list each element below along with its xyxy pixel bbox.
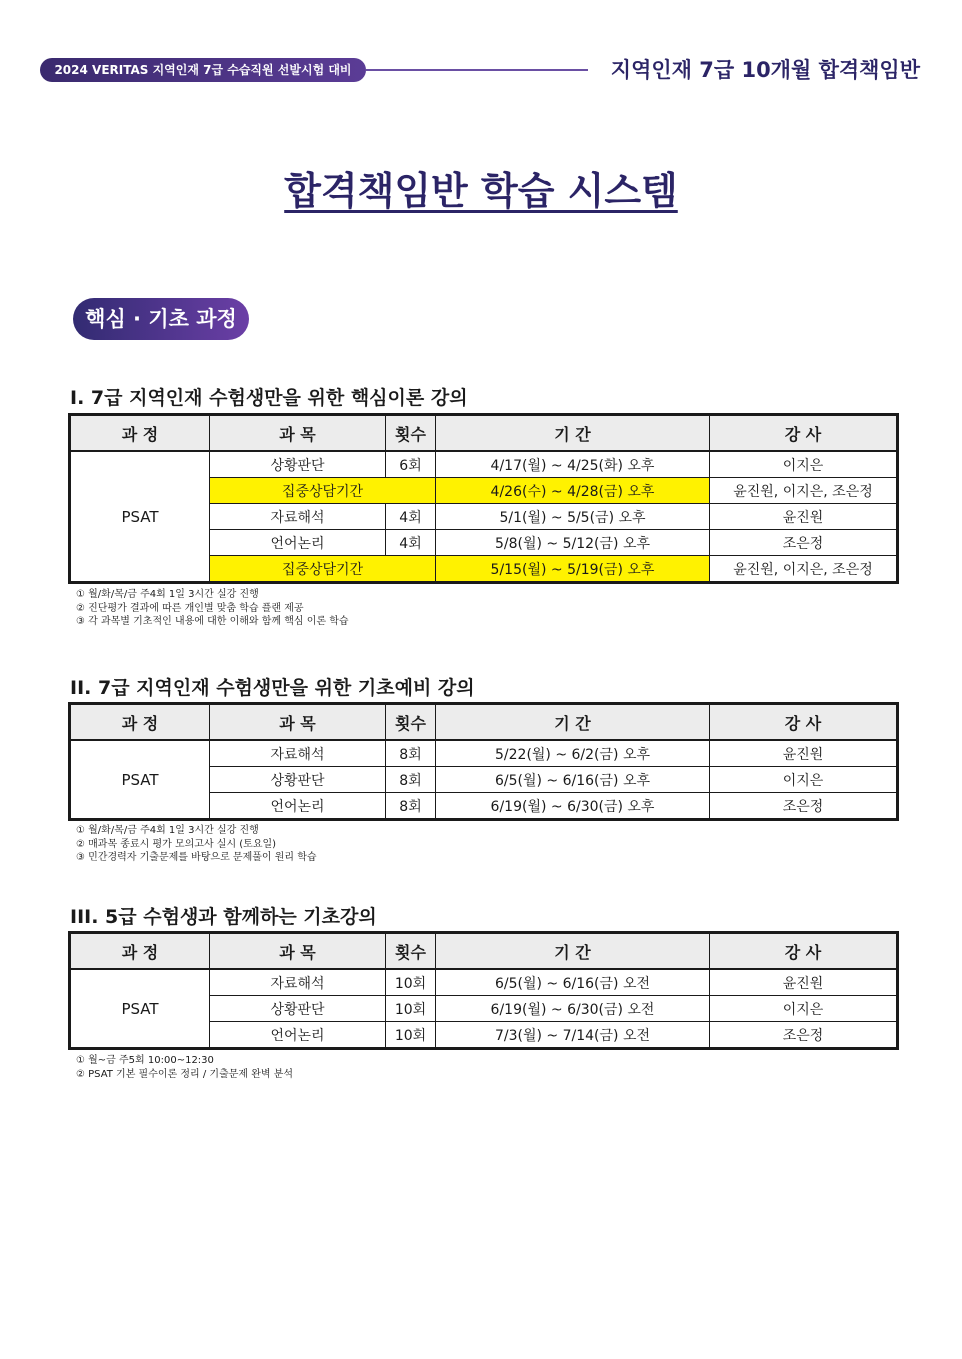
period-cell: 5/1(월) ~ 5/5(금) 오후 <box>436 504 710 530</box>
subject-cell: 언어논리 <box>210 1022 386 1049</box>
count-cell: 4회 <box>386 504 436 530</box>
period-cell: 5/15(월) ~ 5/19(금) 오후 <box>436 556 710 583</box>
note: ② 진단평가 결과에 따른 개인별 맞춤 학습 플랜 제공 <box>76 602 304 614</box>
subject-cell: 상황판단 <box>210 996 386 1022</box>
period-cell: 6/19(월) ~ 6/30(금) 오전 <box>436 996 710 1022</box>
table-row <box>70 969 898 996</box>
note: ① 월/화/목/금 주4회 1일 3시간 실강 진행 <box>76 589 259 600</box>
instructor-cell: 조은정 <box>710 1022 898 1049</box>
period-cell: 5/22(월) ~ 6/2(금) 오후 <box>436 740 710 767</box>
period-cell: 6/19(월) ~ 6/30(금) 오후 <box>436 793 710 820</box>
count-cell: 8회 <box>386 793 436 820</box>
count-cell: 6회 <box>386 451 436 478</box>
count-cell: 8회 <box>386 767 436 793</box>
note: ① 월~금 주5회 10:00~12:30 <box>76 1055 214 1066</box>
col-instructor: 강 사 <box>710 415 898 452</box>
period-cell: 7/3(월) ~ 7/14(금) 오전 <box>436 1022 710 1049</box>
period-cell: 5/8(월) ~ 5/12(금) 오후 <box>436 530 710 556</box>
section-1-table <box>68 413 899 584</box>
subject-cell: 자료해석 <box>210 740 386 767</box>
subject-cell: 언어논리 <box>210 530 386 556</box>
section-3-table <box>68 931 899 1050</box>
col-count: 횟수 <box>386 415 436 452</box>
note: ② PSAT 기본 필수이론 정리 / 기출문제 완벽 분석 <box>76 1068 294 1080</box>
header-divider <box>366 69 588 71</box>
period-cell: 6/5(월) ~ 6/16(금) 오후 <box>436 767 710 793</box>
col-course: 과 정 <box>70 704 210 741</box>
col-subject: 과 목 <box>210 933 386 970</box>
note: ① 월/화/목/금 주4회 1일 3시간 실강 진행 <box>76 825 259 836</box>
subject-cell: 집중상담기간 <box>210 478 436 504</box>
table-header-row <box>70 415 898 452</box>
section-3-heading: III. 5급 수험생과 함께하는 기초강의 <box>70 906 377 928</box>
page-title: 합격책임반 학습 시스템 <box>284 169 678 213</box>
subject-cell: 집중상담기간 <box>210 556 436 583</box>
col-count: 횟수 <box>386 704 436 741</box>
subject-cell: 언어논리 <box>210 793 386 820</box>
course-cell: PSAT <box>70 451 210 583</box>
section-2-notes <box>76 824 317 865</box>
instructor-cell: 이지은 <box>710 451 898 478</box>
table-header-row <box>70 704 898 741</box>
section-2-table <box>68 702 899 821</box>
subject-cell: 상황판단 <box>210 451 386 478</box>
count-cell: 4회 <box>386 530 436 556</box>
col-period: 기 간 <box>436 704 710 741</box>
subject-cell: 자료해석 <box>210 969 386 996</box>
instructor-cell: 조은정 <box>710 793 898 820</box>
instructor-cell: 윤진원, 이지은, 조은정 <box>710 556 898 583</box>
table-row <box>70 451 898 478</box>
period-cell: 4/26(수) ~ 4/28(금) 오후 <box>436 478 710 504</box>
course-cell: PSAT <box>70 740 210 820</box>
count-cell: 10회 <box>386 996 436 1022</box>
col-course: 과 정 <box>70 933 210 970</box>
section-1-heading: I. 7급 지역인재 수험생만을 위한 핵심이론 강의 <box>70 387 468 409</box>
note: ② 매과목 종료시 평가 모의고사 실시 (토요일) <box>76 838 277 850</box>
instructor-cell: 이지은 <box>710 767 898 793</box>
count-cell: 8회 <box>386 740 436 767</box>
instructor-cell: 이지은 <box>710 996 898 1022</box>
instructor-cell: 윤진원 <box>710 740 898 767</box>
course-cell: PSAT <box>70 969 210 1049</box>
subject-cell: 상황판단 <box>210 767 386 793</box>
header-badge: 2024 VERITAS 지역인재 7급 수습직원 선발시험 대비 <box>40 58 366 82</box>
col-course: 과 정 <box>70 415 210 452</box>
section-3-notes <box>76 1054 293 1081</box>
instructor-cell: 윤진원, 이지은, 조은정 <box>710 478 898 504</box>
note: ③ 각 과목별 기초적인 내용에 대한 이해와 함께 핵심 이론 학습 <box>76 616 349 627</box>
table-row <box>70 740 898 767</box>
col-count: 횟수 <box>386 933 436 970</box>
period-cell: 6/5(월) ~ 6/16(금) 오전 <box>436 969 710 996</box>
col-period: 기 간 <box>436 933 710 970</box>
instructor-cell: 조은정 <box>710 530 898 556</box>
note: ③ 민간경력자 기출문제를 바탕으로 문제풀이 원리 학습 <box>76 852 317 863</box>
section-1-notes <box>76 588 349 629</box>
table-header-row <box>70 933 898 970</box>
subject-cell: 자료해석 <box>210 504 386 530</box>
count-cell: 10회 <box>386 969 436 996</box>
section-pill: 핵심 · 기초 과정 <box>73 298 249 340</box>
col-period: 기 간 <box>436 415 710 452</box>
instructor-cell: 윤진원 <box>710 969 898 996</box>
section-2-heading: II. 7급 지역인재 수험생만을 위한 기초예비 강의 <box>70 677 475 699</box>
col-subject: 과 목 <box>210 704 386 741</box>
period-cell: 4/17(월) ~ 4/25(화) 오후 <box>436 451 710 478</box>
header-right-title: 지역인재 7급 10개월 합격책임반 <box>610 58 920 82</box>
col-instructor: 강 사 <box>710 704 898 741</box>
col-subject: 과 목 <box>210 415 386 452</box>
col-instructor: 강 사 <box>710 933 898 970</box>
instructor-cell: 윤진원 <box>710 504 898 530</box>
count-cell: 10회 <box>386 1022 436 1049</box>
